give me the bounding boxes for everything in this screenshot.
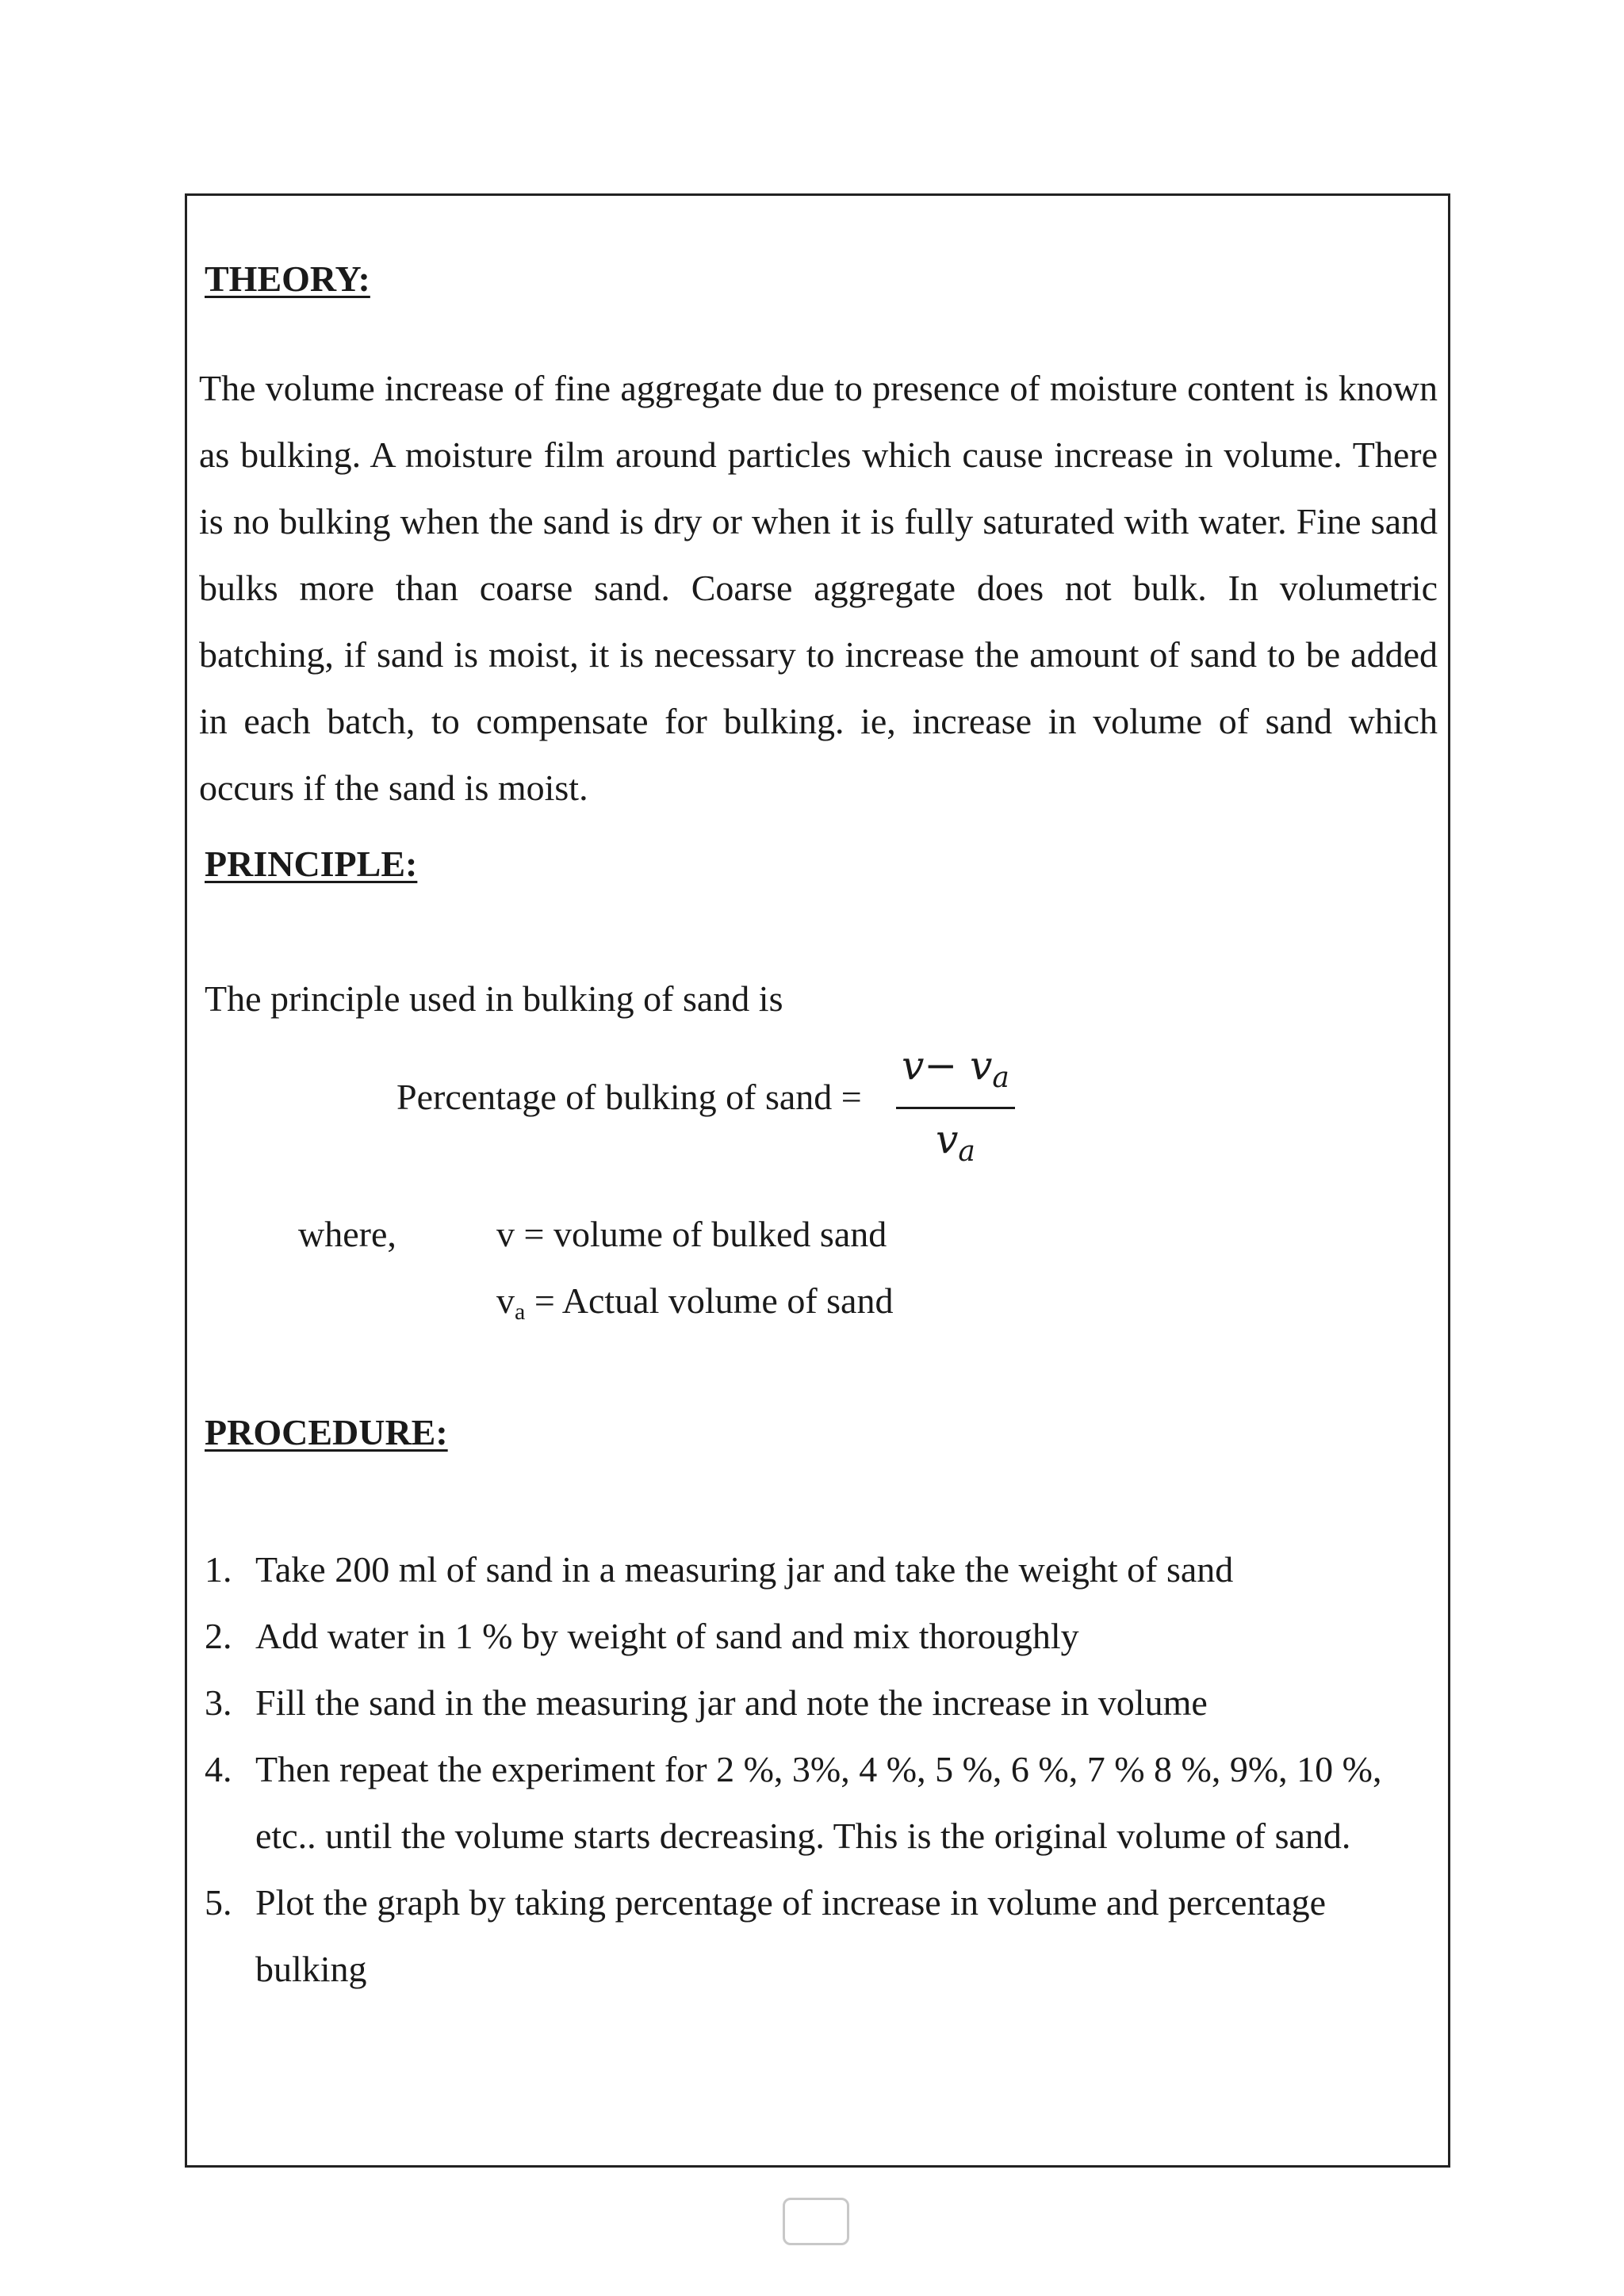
where-label: where,	[298, 1214, 396, 1254]
procedure-step: 2. Add water in 1 % by weight of sand and mix thoroughly	[205, 1616, 1079, 1656]
theory-heading: THEORY:	[205, 258, 370, 299]
formula-numerator: $v- v_a$	[902, 1043, 1009, 1094]
fraction-bar	[896, 1107, 1015, 1109]
procedure-steps	[205, 1536, 1426, 2003]
procedure-step: 4. Then repeat the experiment for 2 %, 3%, 4 %, 5 %, 6 %, 7 % 8 %, 9%, 10 %, etc.. until the volume starts decreasing. This is the original volume of sand.	[205, 1749, 1382, 1856]
bulking-formula-fraction	[896, 1040, 1015, 1177]
procedure-step: 3. Fill the sand in the measuring jar and note the increase in volume	[205, 1682, 1208, 1723]
formula-denominator: $v_a$	[936, 1116, 975, 1168]
principle-heading: PRINCIPLE:	[205, 844, 418, 884]
procedure-step: 5. Plot the graph by taking percentage of increase in volume and percentage bulking	[205, 1882, 1327, 1989]
definition-va: $v_a$ = Actual volume of sand	[496, 1280, 894, 1325]
principle-intro: The principle used in bulking of sand is	[205, 978, 783, 1019]
definition-v: v = volume of bulked sand	[496, 1214, 887, 1254]
procedure-heading: PROCEDURE:	[205, 1412, 448, 1452]
procedure-step: 1. Take 200 ml of sand in a measuring jar and take the weight of sand	[205, 1549, 1234, 1590]
theory-paragraph: The volume increase of fine aggregate due to presence of moisture content is known as bulking. A moisture film around particles which cause increase in volume. There is no bulking when the sand is dry or when it is fully saturated with water. Fine sand bulks more than coarse sand. Coarse aggregate does not bulk. In volumetric batching, if sand is moist, it is necessary to increase the amount of sand to be added in each batch, to compensate for bulking. ie, increase in volume of sand which occurs if the sand is moist.	[199, 368, 1438, 808]
formula-label: Percentage of bulking of sand =	[396, 1077, 862, 1117]
page-number-badge	[783, 2198, 849, 2245]
